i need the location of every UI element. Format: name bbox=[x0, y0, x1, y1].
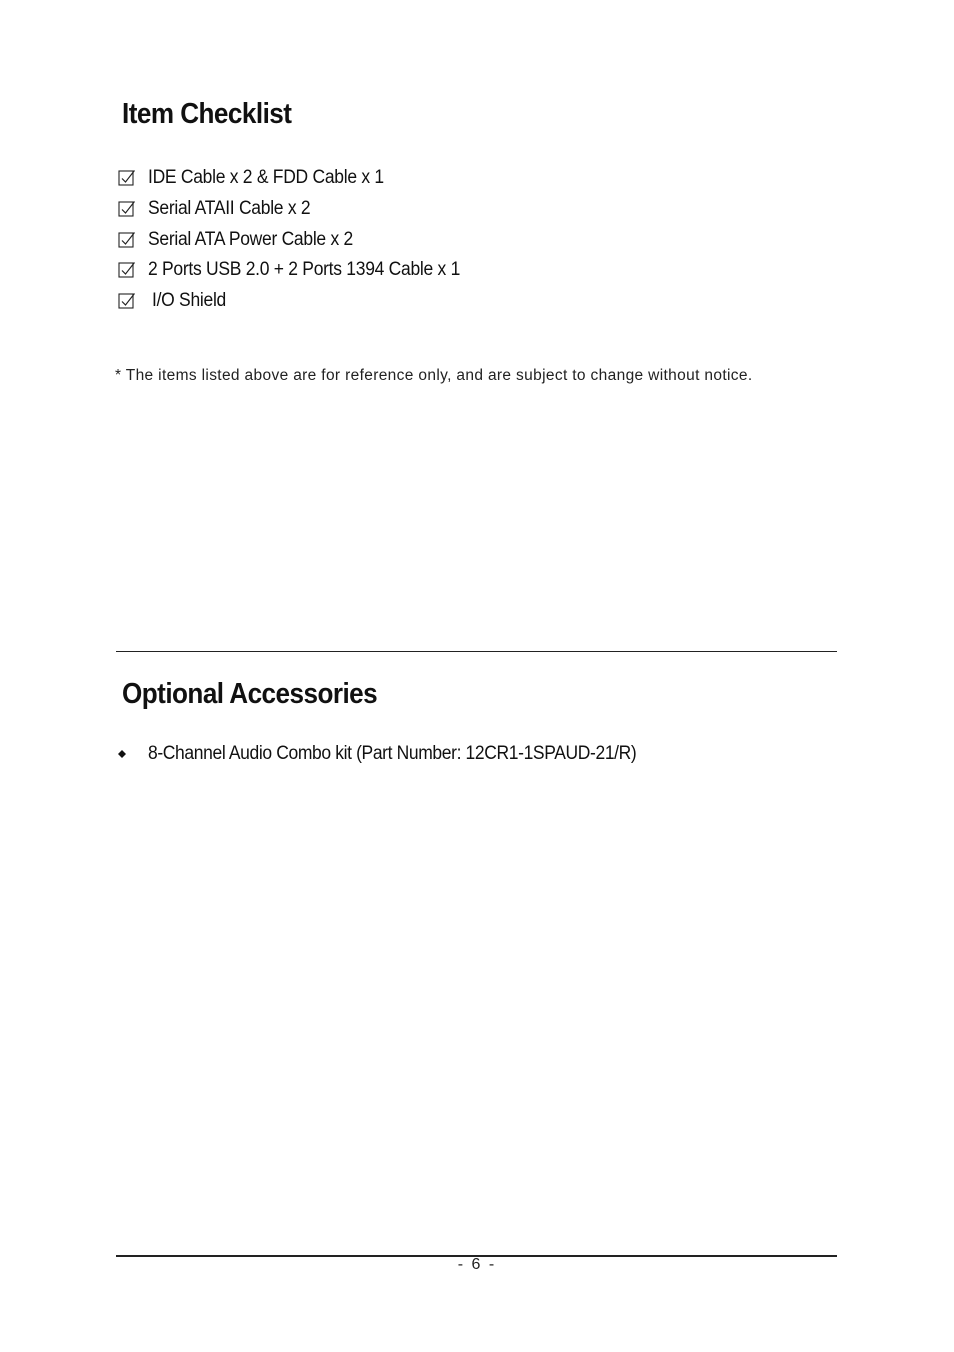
checked-box-icon bbox=[118, 292, 136, 310]
checklist-item bbox=[118, 163, 487, 194]
checked-box-icon bbox=[118, 200, 136, 218]
item-checklist bbox=[118, 163, 487, 316]
checklist-footnote: * The items listed above are for reference only, and are subject to change without notice. bbox=[115, 367, 753, 384]
checked-box-icon bbox=[118, 261, 136, 279]
optional-accessories-title: Optional Accessories bbox=[122, 678, 378, 710]
checked-box-icon bbox=[118, 231, 136, 249]
checklist-item-label: Serial ATA Power Cable x 2 bbox=[148, 228, 353, 250]
checklist-item bbox=[118, 286, 487, 317]
checklist-item-label: Serial ATAII Cable x 2 bbox=[148, 198, 311, 220]
accessory-item bbox=[116, 741, 679, 767]
checklist-item-label: IDE Cable x 2 & FDD Cable x 1 bbox=[148, 167, 384, 189]
section-divider bbox=[116, 651, 837, 652]
checked-box-icon bbox=[118, 169, 136, 187]
optional-accessories-list bbox=[116, 741, 679, 767]
item-checklist-title: Item Checklist bbox=[122, 98, 292, 130]
checklist-item bbox=[118, 194, 487, 225]
checklist-item bbox=[118, 224, 487, 255]
checklist-item-label: I/O Shield bbox=[152, 290, 227, 312]
checklist-item bbox=[118, 255, 487, 286]
accessory-item-label: 8-Channel Audio Combo kit (Part Number: 12CR1-1SPAUD-21/R) bbox=[148, 743, 637, 764]
page-number: - 6 - bbox=[457, 1256, 497, 1273]
diamond-bullet-icon bbox=[116, 748, 128, 760]
checklist-item-label: 2 Ports USB 2.0 + 2 Ports 1394 Cable x 1 bbox=[148, 259, 461, 281]
